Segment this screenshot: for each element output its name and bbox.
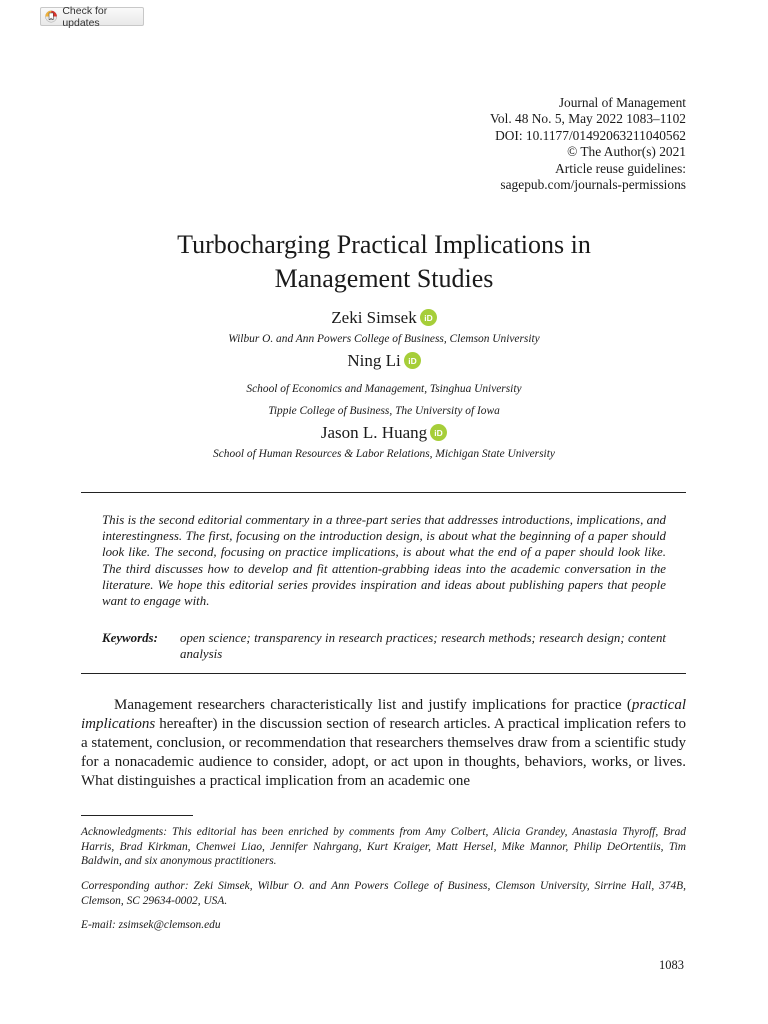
title-line-2: Management Studies <box>274 264 494 293</box>
footnote-acknowledgments: Acknowledgments: This editorial has been enriched by comments from Amy Colbert, Alicia Grandey, Anastasia Thyroff, Brad Harris, Brad Kirkman, Chenwei Liao, Jennifer Nahrgang, Kurt Kraiger, Matt Hersel, Mike Mannor, Philip DeOrtentiis, Tim Baldwin, and six anonymous practitioners. <box>81 826 686 868</box>
svg-text:iD: iD <box>423 312 433 323</box>
check-for-updates-button[interactable] <box>40 4 144 29</box>
journal-name: Journal of Management <box>558 95 686 110</box>
abstract-bottom-rule <box>81 673 686 674</box>
author-name: Ning Li <box>347 351 401 370</box>
article-title <box>0 228 768 296</box>
body-text-end: hereafter) in the discussion section of research articles. A practical implication refers to a statement, conclusion, or recommendation that researchers themselves draw from a scientific study for a nonacademic audience to consider, adopt, or act upon in thoughts, behaviors, works, or lives. What distinguishes a practical implication from an academic one <box>81 716 686 789</box>
crossmark-icon <box>45 10 57 23</box>
abstract: This is the second editorial commentary in a three-part series that addresses introductions, implications, and interestingness. The first, focusing on the introduction design, is about what the beginning of a paper should look like. The second, focusing on practice implications, is about what the end of a paper should look like. The third discusses how to develop and fit attention-grabbing ideas into the academic conversation in the literature. We hope this editorial series provides inspiration and ideas about publishing papers that people want to engage with. <box>102 513 666 609</box>
footnote-corresponding-author: Corresponding author: Zeki Simsek, Wilbur O. and Ann Powers College of Business, Clemson University, Sirrine Hall, 374B, Clemson, SC 29634-0002, USA. <box>81 880 686 907</box>
journal-reuse: Article reuse guidelines: <box>555 160 686 176</box>
author-3 <box>0 423 768 443</box>
title-line-1: Turbocharging Practical Implications in <box>177 230 591 259</box>
author-2-affiliation-1: School of Economics and Management, Tsinghua University <box>246 383 522 395</box>
page-number: 1083 <box>659 958 684 972</box>
author-1-affiliation: Wilbur O. and Ann Powers College of Business, Clemson University <box>228 333 540 345</box>
author-1 <box>0 308 768 328</box>
journal-permissions-link[interactable]: sagepub.com/journals-permissions <box>500 177 686 193</box>
svg-text:iD: iD <box>434 427 443 438</box>
orcid-icon[interactable] <box>404 352 421 369</box>
journal-info <box>490 95 686 193</box>
footnote-email[interactable]: E-mail: zsimsek@clemson.edu <box>81 919 221 931</box>
keywords-list: open science; transparency in research practices; research methods; research design; content analysis <box>180 631 666 662</box>
author-3-affiliation: School of Human Resources & Labor Relations, Michigan State University <box>213 448 555 460</box>
author-name: Zeki Simsek <box>331 308 417 327</box>
svg-text:iD: iD <box>407 355 417 366</box>
author-name: Jason L. Huang <box>320 423 428 442</box>
body-text-start: Management researchers characteristically list and justify implications for practice ( <box>114 697 632 713</box>
journal-copyright: © The Author(s) 2021 <box>567 144 686 160</box>
keywords-label: Keywords: <box>102 631 158 645</box>
abstract-top-rule <box>81 492 686 493</box>
journal-volume: Vol. 48 No. 5, May 2022 1083–1102 <box>489 111 686 127</box>
check-for-updates-label: Check for updates <box>62 4 108 29</box>
orcid-icon[interactable] <box>430 424 447 441</box>
footnote-rule <box>81 815 193 816</box>
keywords <box>102 630 666 662</box>
orcid-icon[interactable] <box>420 309 437 326</box>
body-text-italic: practical implications <box>81 697 686 732</box>
body-paragraph <box>81 696 686 791</box>
author-2 <box>0 351 768 371</box>
journal-doi[interactable]: DOI: 10.1177/01492063211040562 <box>495 127 686 143</box>
author-2-affiliation-2: Tippie College of Business, The University of Iowa <box>268 405 500 417</box>
